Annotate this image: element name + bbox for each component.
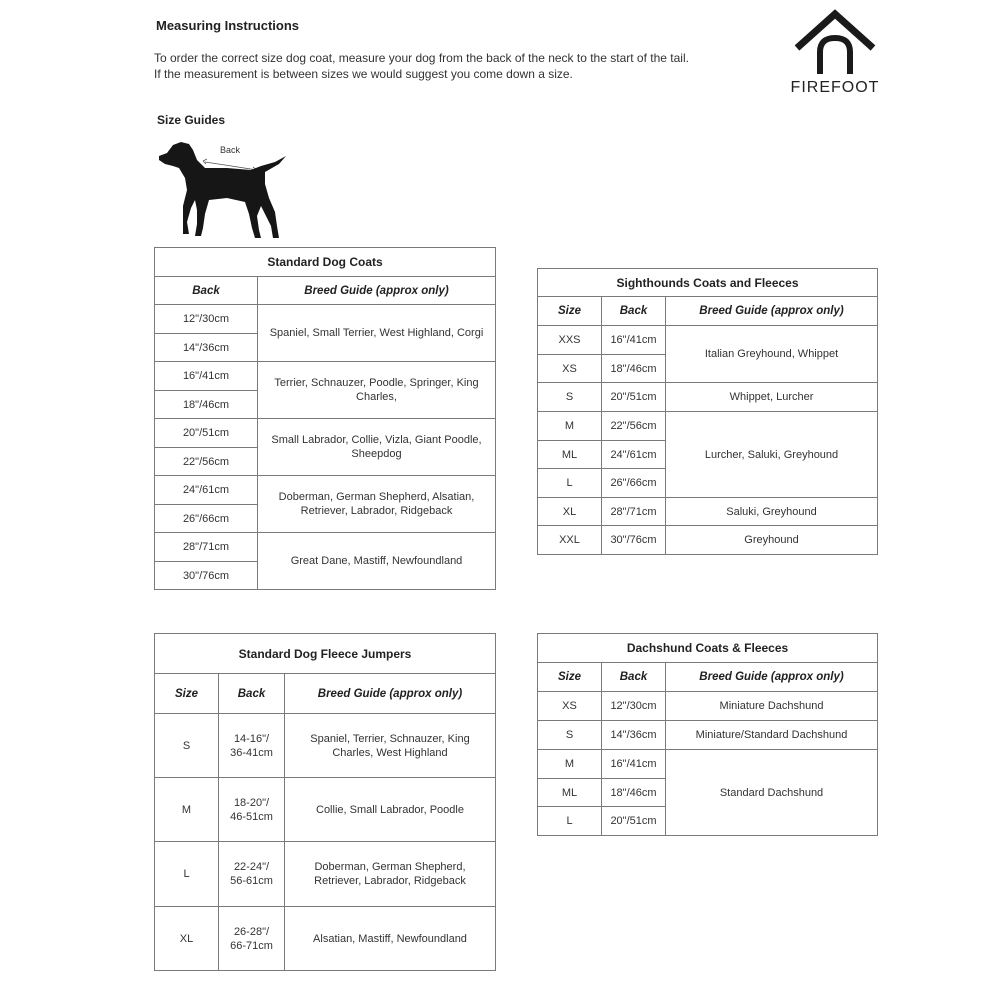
breed-cell: Doberman, German Shepherd, Alsatian, Retriever, Labrador, Ridgeback	[258, 476, 496, 533]
size-cell: ML	[538, 441, 602, 469]
sighthounds-table	[537, 268, 878, 555]
column-header-size: Size	[538, 297, 602, 326]
instructions	[154, 50, 689, 82]
size-cell: XL	[538, 498, 602, 526]
back-cell: 28"/71cm	[602, 498, 666, 526]
size-cell: XS	[538, 355, 602, 383]
dog-back-label: Back	[220, 145, 241, 155]
instruction-line-2: If the measurement is between sizes we would suggest you come down a size.	[154, 67, 573, 81]
size-cell: XL	[155, 907, 219, 971]
back-cell: 30"/76cm	[602, 526, 666, 555]
column-header-breed: Breed Guide (approx only)	[666, 663, 878, 692]
size-cell: M	[538, 412, 602, 441]
breed-cell: Italian Greyhound, Whippet	[666, 326, 878, 383]
breed-cell: Alsatian, Mastiff, Newfoundland	[285, 907, 496, 971]
size-cell: M	[155, 778, 219, 842]
back-cell: 26-28"/ 66-71cm	[219, 907, 285, 971]
breed-cell: Whippet, Lurcher	[666, 383, 878, 412]
back-cell: 12"/30cm	[602, 692, 666, 721]
back-cell: 18-20"/ 46-51cm	[219, 778, 285, 842]
instruction-line-1: To order the correct size dog coat, measure your dog from the back of the neck to the start of the tail.	[154, 51, 689, 65]
column-header-breed: Breed Guide (approx only)	[285, 674, 496, 714]
fleece-jumpers-table	[154, 633, 496, 971]
column-header-size: Size	[538, 663, 602, 692]
column-header-size: Size	[155, 674, 219, 714]
back-cell: 14"/36cm	[602, 721, 666, 750]
size-cell: S	[538, 721, 602, 750]
breed-cell: Lurcher, Saluki, Greyhound	[666, 412, 878, 498]
dog-figure	[157, 140, 289, 244]
size-cell: L	[538, 469, 602, 498]
back-cell: 26"/66cm	[155, 505, 258, 533]
back-cell: 24"/61cm	[602, 441, 666, 469]
dog-silhouette-icon	[157, 140, 289, 244]
size-cell: L	[538, 807, 602, 836]
size-cell: XS	[538, 692, 602, 721]
back-cell: 18"/46cm	[602, 355, 666, 383]
back-cell: 16"/41cm	[155, 362, 258, 391]
table-caption: Standard Dog Coats	[155, 248, 496, 277]
house-roof-icon	[790, 8, 880, 78]
back-cell: 20"/51cm	[602, 807, 666, 836]
breed-cell: Doberman, German Shepherd, Retriever, Labrador, Ridgeback	[285, 842, 496, 907]
breed-cell: Miniature/Standard Dachshund	[666, 721, 878, 750]
back-cell: 20"/51cm	[155, 419, 258, 448]
table-caption: Standard Dog Fleece Jumpers	[155, 634, 496, 674]
back-cell: 22-24"/ 56-61cm	[219, 842, 285, 907]
table-caption: Sighthounds Coats and Fleeces	[538, 269, 878, 297]
breed-cell: Saluki, Greyhound	[666, 498, 878, 526]
back-cell: 20"/51cm	[602, 383, 666, 412]
back-cell: 14"/36cm	[155, 334, 258, 362]
back-cell: 16"/41cm	[602, 326, 666, 355]
size-cell: L	[155, 842, 219, 907]
back-cell: 12"/30cm	[155, 305, 258, 334]
back-cell: 22"/56cm	[602, 412, 666, 441]
size-guides-heading: Size Guides	[157, 113, 226, 127]
column-header-back: Back	[219, 674, 285, 714]
breed-cell: Collie, Small Labrador, Poodle	[285, 778, 496, 842]
back-cell: 30"/76cm	[155, 562, 258, 590]
back-cell: 26"/66cm	[602, 469, 666, 498]
column-header-back: Back	[602, 663, 666, 692]
back-cell: 16"/41cm	[602, 750, 666, 779]
size-cell: XXS	[538, 326, 602, 355]
back-cell: 22"/56cm	[155, 448, 258, 476]
back-cell: 28"/71cm	[155, 533, 258, 562]
breed-cell: Miniature Dachshund	[666, 692, 878, 721]
back-cell: 18"/46cm	[155, 391, 258, 419]
table-caption: Dachshund Coats & Fleeces	[538, 634, 878, 663]
size-cell: S	[538, 383, 602, 412]
size-cell: M	[538, 750, 602, 779]
back-cell: 18"/46cm	[602, 779, 666, 807]
breed-cell: Great Dane, Mastiff, Newfoundland	[258, 533, 496, 590]
standard-coats-table	[154, 247, 496, 590]
firefoot-logo	[790, 8, 880, 103]
back-cell: 24"/61cm	[155, 476, 258, 505]
breed-cell: Terrier, Schnauzer, Poodle, Springer, King Charles,	[258, 362, 496, 419]
breed-cell: Small Labrador, Collie, Vizla, Giant Poodle, Sheepdog	[258, 419, 496, 476]
back-cell: 14-16"/ 36-41cm	[219, 714, 285, 778]
size-cell: S	[155, 714, 219, 778]
breed-cell: Standard Dachshund	[666, 750, 878, 836]
page-title: Measuring Instructions	[156, 18, 300, 33]
brand-name: FIREFOOT	[790, 79, 880, 96]
breed-cell: Spaniel, Small Terrier, West Highland, Corgi	[258, 305, 496, 362]
column-header-breed: Breed Guide (approx only)	[666, 297, 878, 326]
breed-cell: Spaniel, Terrier, Schnauzer, King Charles, West Highland	[285, 714, 496, 778]
size-cell: XXL	[538, 526, 602, 555]
dachshund-table	[537, 633, 878, 836]
column-header-back: Back	[602, 297, 666, 326]
column-header-back: Back	[155, 277, 258, 305]
column-header-breed: Breed Guide (approx only)	[258, 277, 496, 305]
size-cell: ML	[538, 779, 602, 807]
breed-cell: Greyhound	[666, 526, 878, 555]
